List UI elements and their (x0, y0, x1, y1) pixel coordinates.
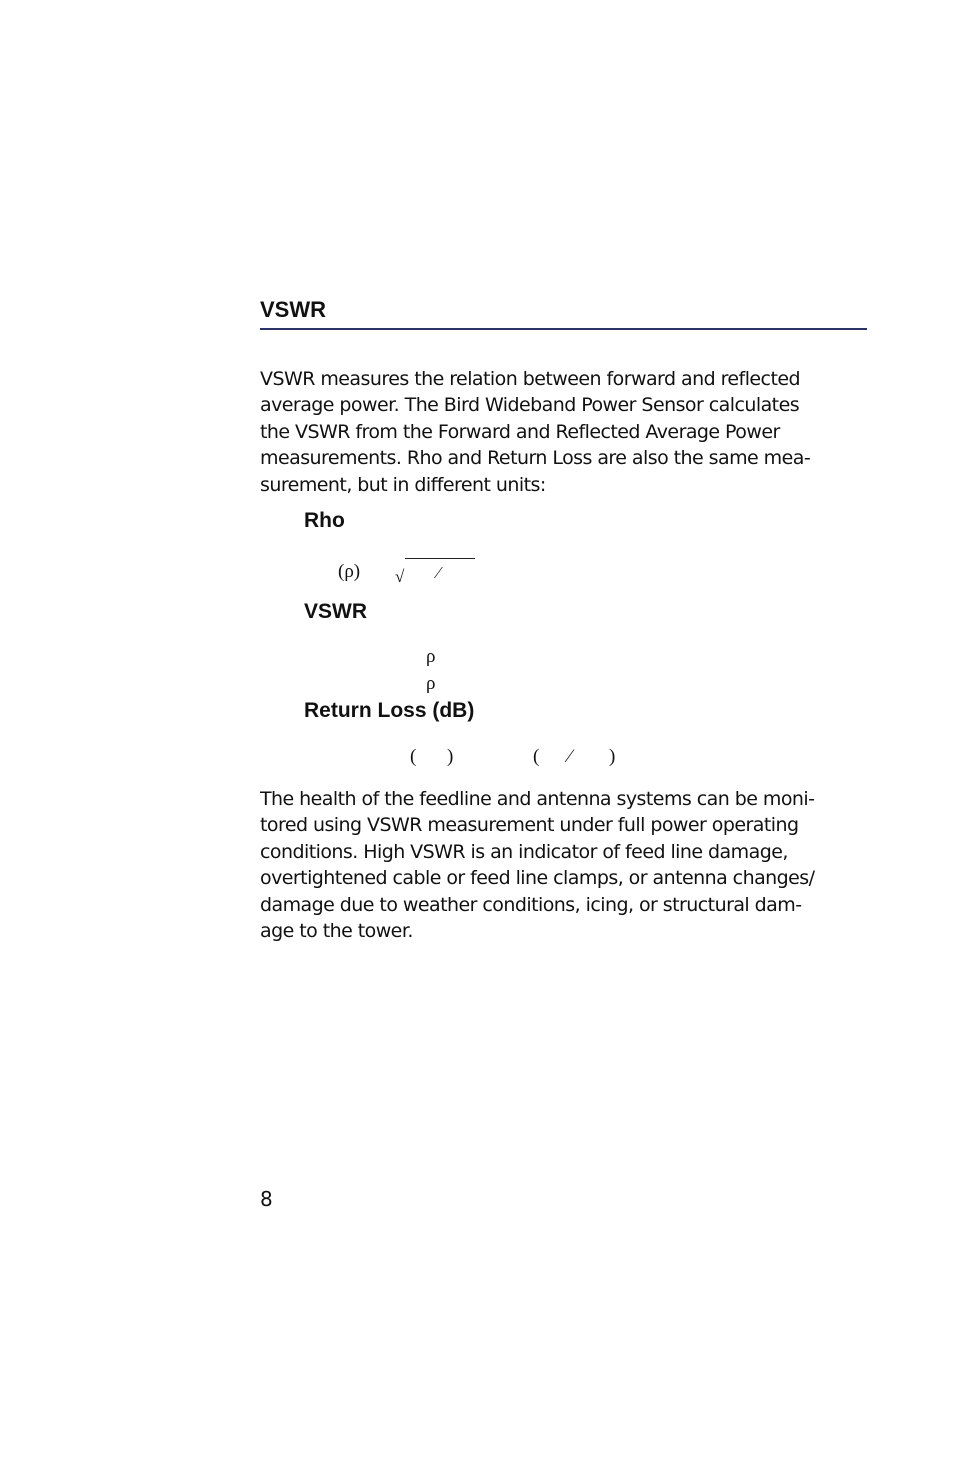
intro-line: VSWR measures the relation between forward and reflected (260, 368, 801, 390)
health-line: damage due to weather conditions, icing, or structural dam- (260, 893, 802, 916)
intro-line: measurements. Rho and Return Loss are also the same mea- (260, 447, 811, 470)
close-paren: ) (609, 746, 616, 767)
sqrt-vinculum (405, 558, 475, 559)
return-loss-heading: Return Loss (dB) (304, 699, 475, 722)
close-paren: ) (447, 746, 454, 767)
health-paragraph (260, 786, 870, 944)
section-heading: VSWR (260, 297, 326, 322)
vswr-heading: VSWR (304, 600, 367, 623)
intro-line: average power. The Bird Wideband Power Sensor calculates (260, 394, 800, 417)
intro-paragraph (260, 366, 870, 498)
health-line: tored using VSWR measurement under full power operating (260, 814, 799, 837)
numerator-rho: ρ (426, 646, 436, 667)
intro-line: the VSWR from the Forward and Reflected Average Power (260, 420, 780, 443)
rho-formula (336, 561, 486, 591)
health-line: overtightened cable or feed line clamps, or antenna changes/ (260, 867, 815, 890)
rho-symbol: (ρ) (338, 561, 361, 582)
vswr-formula (420, 646, 460, 698)
fraction-slash: ⁄ (437, 563, 440, 582)
denominator-rho: ρ (426, 673, 436, 694)
rho-heading: Rho (304, 509, 345, 532)
intro-line: surement, but in different units: (260, 473, 546, 496)
health-line: conditions. High VSWR is an indicator of feed line damage, (260, 840, 788, 863)
return-loss-formula (400, 746, 640, 772)
open-paren: ( (410, 746, 417, 767)
heading-rule (260, 328, 867, 330)
fraction-slash: ⁄ (568, 746, 572, 767)
open-paren: ( (533, 746, 540, 767)
page-number: 8 (260, 1187, 273, 1211)
sqrt-symbol: √ (395, 567, 405, 586)
health-line: The health of the feedline and antenna systems can be moni- (260, 788, 815, 810)
health-line: age to the tower. (260, 920, 413, 943)
